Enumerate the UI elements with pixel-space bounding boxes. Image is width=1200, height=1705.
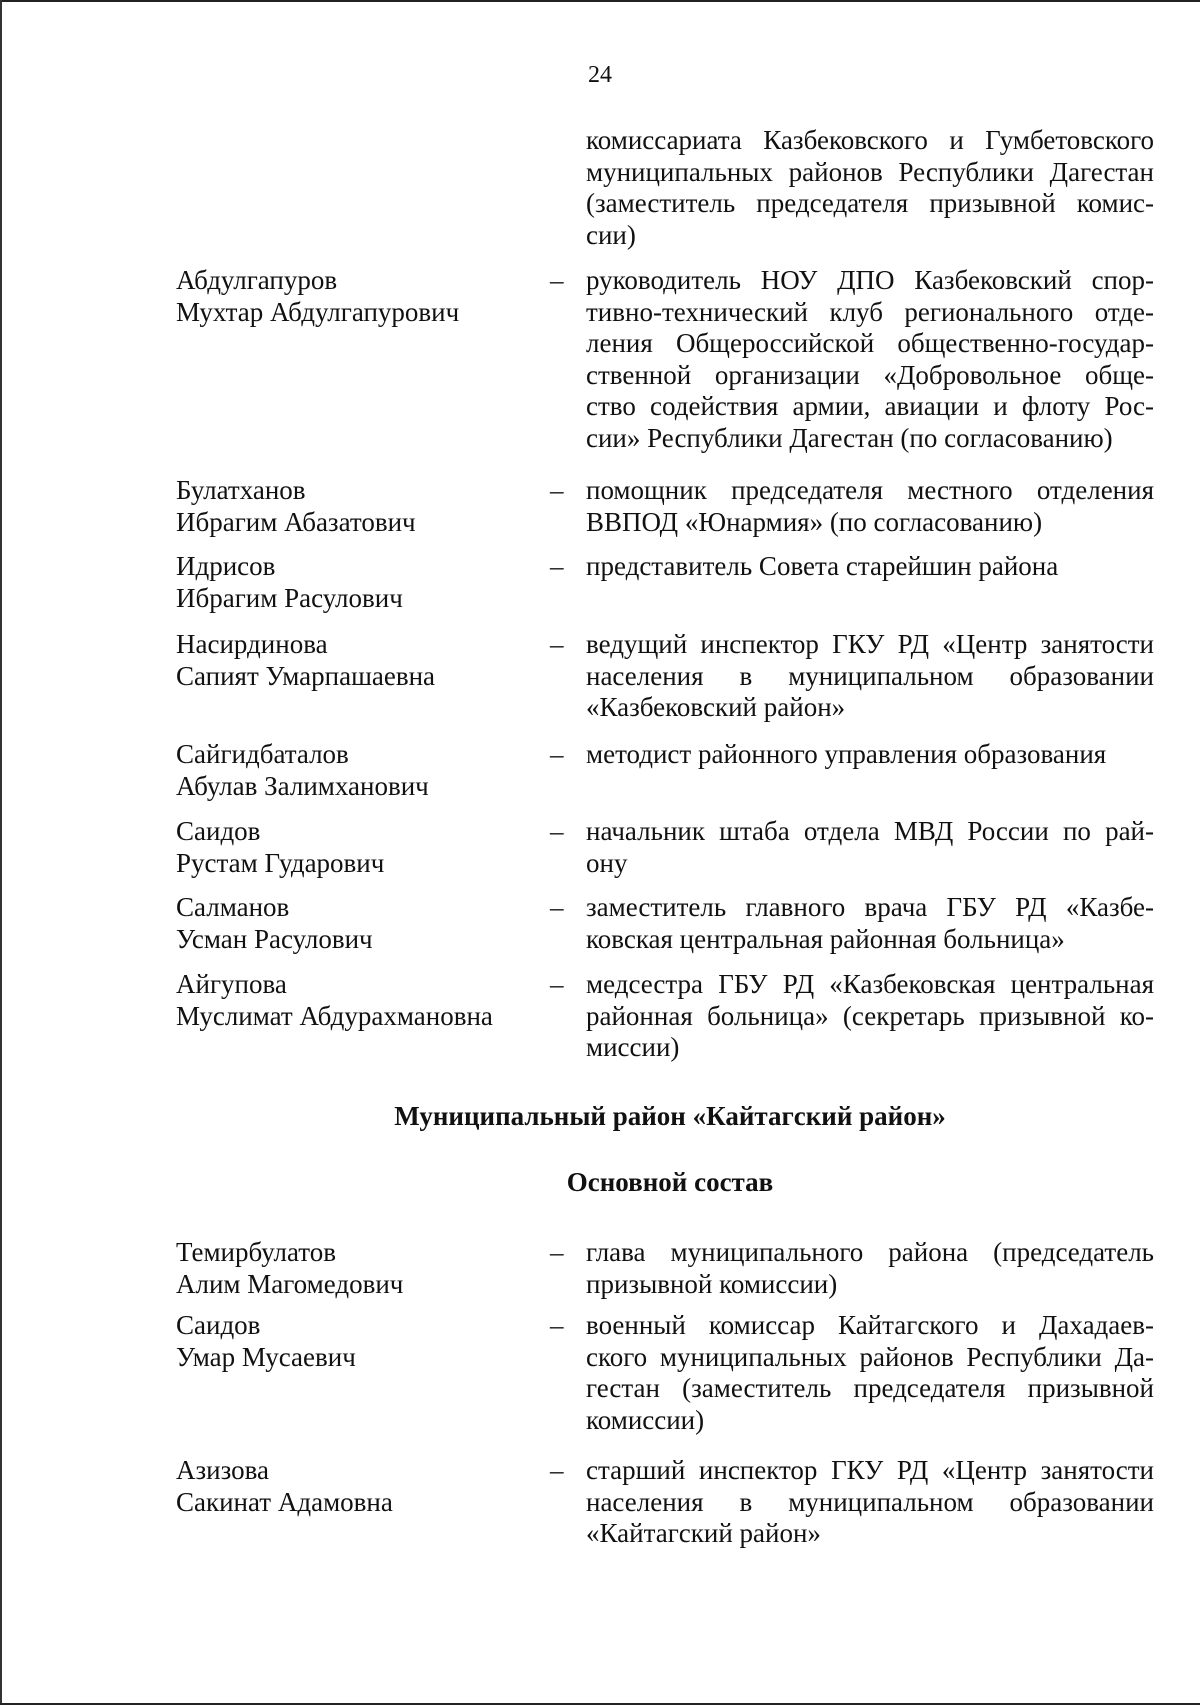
member-position-line: ведущий инспектор ГКУ РД «Центр занятости: [586, 629, 1154, 659]
member-position-line: медсестра ГБУ РД «Казбековская центральная: [586, 969, 1154, 999]
member-position-line: ского муниципальных районов Республики Да-: [586, 1341, 1154, 1372]
member-position: [586, 969, 1154, 1064]
member-name-line: Абулав Залимханович: [176, 770, 429, 801]
member-name-line: Саидов: [176, 1310, 261, 1340]
member-name-line: Саидов: [176, 816, 261, 846]
member-name-line: Сакинат Адамовна: [176, 1486, 393, 1517]
member-position-line: муниципальных районов Республики Дагестан: [586, 156, 1154, 187]
dash-separator: –: [550, 739, 564, 769]
member-position-line: «Казбековский район»: [586, 692, 846, 722]
member-position: [586, 1455, 1154, 1550]
dash-separator: –: [550, 816, 564, 846]
member-position-line: заместитель главного врача ГБУ РД «Казбе-: [586, 892, 1154, 922]
dash-separator: –: [550, 629, 564, 659]
member-name: [176, 1237, 536, 1300]
dash-separator: –: [550, 892, 564, 922]
member-position-line: районная больница» (секретарь призывной ко-: [586, 1000, 1154, 1031]
member-name-line: Сайгидбаталов: [176, 739, 349, 769]
member-position-line: «Кайтагский район»: [586, 1518, 821, 1548]
member-name-line: Рустам Гударович: [176, 847, 385, 878]
member-position-line: ВВПОД «Юнармия» (по согласованию): [586, 506, 1043, 537]
member-position-line: ления Общероссийской общественно-государ-: [586, 328, 1154, 358]
member-name-line: Салманов: [176, 892, 290, 922]
member-name: [176, 816, 536, 879]
member-position-line: тивно-технический клуб регионального отде-: [586, 296, 1154, 327]
member-name: [176, 265, 536, 328]
member-name-line: Усман Расулович: [176, 923, 373, 954]
member-position-line: старший инспектор ГКУ РД «Центр занятости: [586, 1455, 1154, 1485]
member-position-line: (заместитель председателя призывной комис-: [586, 188, 1154, 218]
member-position-line: помощник председателя местного отделения: [586, 475, 1154, 505]
member-position-line: комиссии): [586, 1404, 705, 1435]
member-position-line: населения в муниципальном образовании: [586, 1486, 1154, 1517]
member-position-line: ство содействия армии, авиации и флоту Рос-: [586, 391, 1154, 421]
member-position-line: ковская центральная районная больница»: [586, 923, 1065, 954]
member-position-line: сии): [586, 219, 636, 250]
member-name: [176, 551, 536, 614]
member-position-line: руководитель НОУ ДПО Казбековский спор-: [586, 265, 1154, 295]
member-name-line: Умар Мусаевич: [176, 1341, 356, 1372]
section-subtitle: Основной состав: [566, 1167, 774, 1197]
dash-separator: –: [550, 551, 564, 581]
member-name: [176, 969, 536, 1032]
dash-separator: –: [550, 1310, 564, 1340]
member-name-line: Темирбулатов: [176, 1237, 336, 1267]
section-title: Муниципальный район «Кайтагский район»: [394, 1101, 946, 1131]
member-position-line: ону: [586, 847, 628, 878]
member-name-line: Насирдинова: [176, 629, 328, 659]
member-name-line: Айгупова: [176, 969, 287, 999]
member-position-line: гестан (заместитель председателя призывной: [586, 1373, 1154, 1403]
member-position-line: методист районного управления образования: [586, 739, 1107, 769]
member-name-line: Азизова: [176, 1455, 269, 1485]
scan-edge-left: [0, 0, 2, 1705]
member-position-line: комиссариата Казбековского и Гумбетовского: [586, 125, 1154, 155]
dash-separator: –: [550, 475, 564, 505]
member-name: [176, 892, 536, 955]
dash-separator: –: [550, 969, 564, 999]
member-name-line: Муслимат Абдурахмановна: [176, 1000, 493, 1031]
member-position: [586, 475, 1154, 538]
member-name: [176, 475, 536, 538]
member-name-line: Идрисов: [176, 551, 276, 581]
member-position-line: представитель Совета старейшин района: [586, 551, 1059, 581]
member-name: [176, 629, 536, 692]
member-position: [586, 739, 1154, 771]
member-name-line: Булатханов: [176, 475, 306, 505]
member-position: [586, 551, 1154, 583]
member-position-line: населения в муниципальном образовании: [586, 660, 1154, 691]
member-name-line: Ибрагим Абазатович: [176, 506, 416, 537]
member-position-line: военный комиссар Кайтагского и Дахадаев-: [586, 1310, 1154, 1340]
member-position: [586, 1237, 1154, 1300]
dash-separator: –: [550, 265, 564, 295]
member-position-line: призывной комиссии): [586, 1268, 838, 1299]
member-position: [586, 629, 1154, 724]
member-name-line: Алим Магомедович: [176, 1268, 404, 1299]
member-name-line: Сапият Умарпашаевна: [176, 660, 436, 691]
member-name-line: Мухтар Абдулгапурович: [176, 296, 460, 327]
member-position-line: ственной организации «Добровольное обще-: [586, 359, 1154, 390]
member-position-line: миссии): [586, 1032, 680, 1062]
member-position: [586, 816, 1154, 879]
member-name: [176, 1455, 536, 1518]
member-position: [586, 125, 1154, 251]
page-number: 24: [588, 62, 612, 88]
member-position-line: глава муниципального района (председатель: [586, 1237, 1154, 1267]
scan-edge-top: [0, 0, 1200, 2]
member-position: [586, 1310, 1154, 1436]
member-position-line: сии» Республики Дагестан (по согласованию): [586, 422, 1113, 453]
dash-separator: –: [550, 1455, 564, 1485]
member-position-line: начальник штаба отдела МВД России по рай-: [586, 816, 1154, 846]
member-position: [586, 892, 1154, 955]
member-name-line: Абдулгапуров: [176, 265, 338, 295]
member-position: [586, 265, 1154, 454]
dash-separator: –: [550, 1237, 564, 1267]
member-name: [176, 1310, 536, 1373]
member-name: [176, 739, 536, 802]
member-name-line: Ибрагим Расулович: [176, 582, 403, 613]
